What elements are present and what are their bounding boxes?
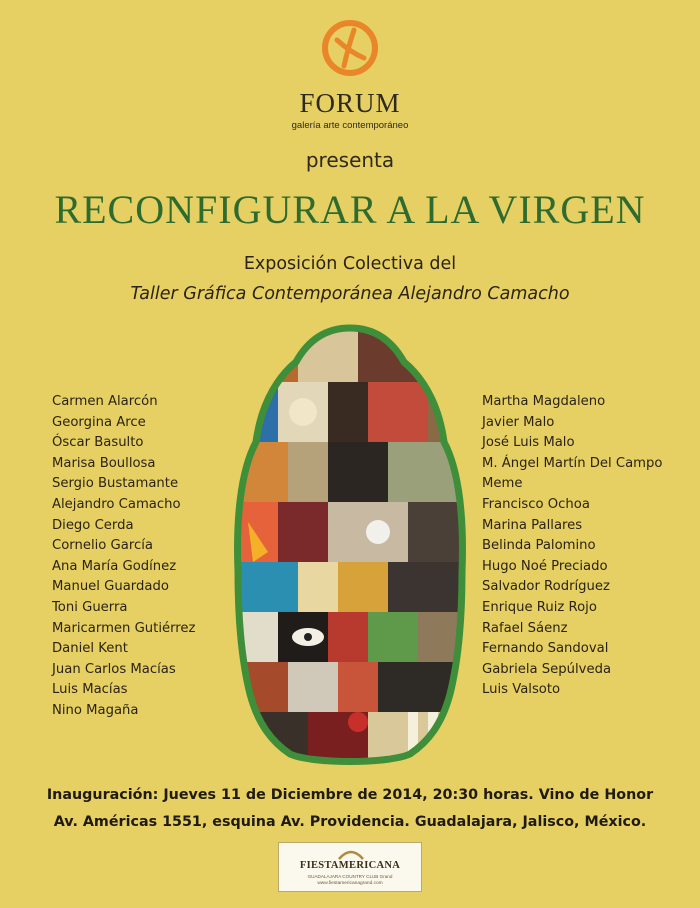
virgin-mosaic-artwork [228, 322, 472, 770]
presenta-text: presenta [305, 148, 395, 172]
artist-name: Daniel Kent [52, 641, 128, 657]
artist-name: Hugo Noé Preciado [482, 558, 608, 574]
brand-name: FORUM [299, 88, 401, 118]
artist-name: Belinda Palomino [482, 538, 596, 554]
artist-name: Diego Cerda [52, 517, 134, 533]
artist-name: Enrique Ruiz Rojo [482, 599, 597, 615]
workshop-name: Taller Gráfica Contemporánea Alejandro Camacho [130, 284, 570, 304]
artist-name: Gabriela Sepúlveda [482, 661, 612, 677]
artist-name: Nino Magaña [52, 702, 139, 718]
artist-name: Juan Carlos Macías [52, 661, 176, 677]
artist-name: Salvador Rodríguez [482, 579, 610, 595]
sponsor-url: www.fiestamericanagrand.com [317, 881, 383, 886]
artist-name: Georgina Arce [52, 414, 146, 430]
artist-list-left [52, 392, 195, 722]
artist-name: Luis Valsoto [482, 682, 561, 698]
artist-name: Alejandro Camacho [52, 496, 181, 512]
exhibition-subtitle: Exposición Colectiva del [243, 254, 457, 274]
artist-name: Martha Magdaleno [482, 394, 606, 409]
forum-logo-icon [320, 18, 380, 78]
event-date-line: Inauguración: Jueves 11 de Diciembre de 2014, 20:30 horas. Vino de Honor [46, 787, 654, 803]
sponsor-name: FIESTAMERICANA [299, 860, 401, 871]
sponsor-logo [278, 842, 422, 892]
artist-name: Marina Pallares [482, 517, 583, 533]
artist-name: Maricarmen Gutiérrez [52, 620, 196, 636]
sponsor-arc-icon [337, 848, 365, 860]
artist-name: Javier Malo [482, 414, 555, 430]
artist-name: Francisco Ochoa [482, 496, 590, 512]
artist-name: Rafael Sáenz [482, 620, 568, 636]
artist-name: Luis Macías [52, 682, 128, 698]
artist-name: Marisa Boullosa [52, 455, 156, 471]
artist-name: Meme [482, 476, 523, 492]
event-address-line: Av. Américas 1551, esquina Av. Providencia. Guadalajara, Jalisco, México. [53, 814, 647, 830]
artist-name: Sergio Bustamante [52, 476, 179, 492]
artist-name: Fernando Sandoval [482, 641, 609, 657]
artist-name: Óscar Basulto [52, 435, 144, 451]
exhibition-title: RECONFIGURAR A LA VIRGEN [54, 187, 646, 232]
artist-name: Carmen Alarcón [52, 394, 158, 409]
artist-name: Toni Guerra [52, 599, 128, 615]
artist-name: Ana María Godínez [52, 558, 177, 574]
brand-subtitle: galería arte contemporáneo [291, 120, 409, 131]
sponsor-tagline: GUADALAJARA COUNTRY CLUB Grand [307, 874, 393, 879]
artist-list-right [482, 392, 662, 701]
artist-name: José Luis Malo [482, 435, 575, 451]
artist-name: Cornelio García [52, 538, 153, 554]
artist-name: Manuel Guardado [52, 579, 169, 595]
artist-name: M. Ángel Martín Del Campo [482, 455, 663, 471]
